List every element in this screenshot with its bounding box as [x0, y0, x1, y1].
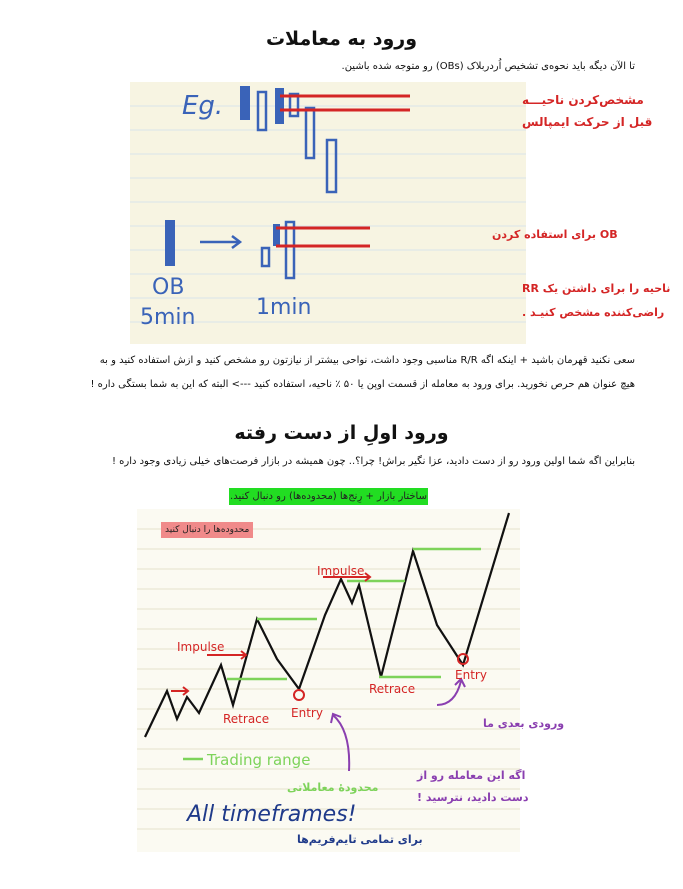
trading-range-label: Trading range [207, 751, 311, 769]
all-timeframes-label: All timeframes! [187, 802, 357, 827]
entry-label-2: Entry [455, 668, 487, 682]
missed-trade-label-1: اگه این معامله رو از [417, 769, 526, 782]
section1-title: ورود به معاملات [265, 28, 418, 50]
label-rr-1: ناحیه را برای داشتن یک RR [522, 282, 671, 295]
retrace-label-2: Retrace [369, 682, 416, 696]
section2-title: ورود اولِ از دست رفته [234, 422, 449, 444]
section1-intro: تا الآن دیگه باید نحوه‌ی تشخیص اُردربلاک (OBs) رو متوجه شده باشین. [341, 61, 635, 72]
missed-trade-label-2: دست دادید، نترسید ! [417, 791, 529, 804]
entry-label-1: Entry [291, 706, 323, 720]
follow-ranges-badge: محدوده‌ها را دنبال کنید [161, 522, 253, 538]
trading-range-fa-label: محدودهٔ معاملاتی [287, 781, 379, 794]
ob-label: OB [152, 275, 185, 300]
price-path [145, 513, 509, 737]
tf-5min-label: 5min [140, 305, 196, 330]
order-block-sketch [130, 82, 671, 344]
market-structure-figure [137, 509, 565, 852]
all-timeframes-fa-label: برای تمامی تایم‌فریم‌ها [297, 833, 423, 846]
impulse-label-1: Impulse [177, 640, 225, 654]
label-rr-2: راضی‌کننده مشخص کنیـد . [522, 306, 665, 319]
caption-green-highlight: ساختار بازار + رِنج‌ها (محدوده‌ها) رو دنبال کنید. [229, 488, 428, 505]
impulse-label-2: Impulse [317, 564, 365, 578]
label-top-1: مشخص‌کردن ناحیـــه [522, 93, 644, 107]
section1-paragraph-line2: هیچ عنوان هم حرص نخورید. برای ورود به معامله از قسمت اوپن یا ۵۰ ٪ ناحیه، استفاده کنید ---> البته که این به شما بستگی داره ! [90, 379, 635, 390]
label-top-2: قبل از حرکت ایمپالس [522, 115, 653, 129]
order-block-figure [130, 82, 671, 344]
label-ob-use: OB برای استفاده کردن [492, 228, 618, 241]
market-structure-sketch [137, 509, 565, 852]
retrace-label-1: Retrace [223, 712, 270, 726]
section1-paragraph-line1: سعی نکنید قهرمان باشید + اینکه اگه R/R مناسبی وجود داشت، نواحی بیشتر از نیازتون رو مشخص کنید و ازش استفاده کنید و به [99, 355, 635, 366]
next-entry-label: ورودی بعدی ما [483, 717, 565, 730]
section2-intro: بنابراین اگه شما اولین ورود رو از دست دادید، عزا نگیر براش! چرا؟.. چون همیشه در بازار فرصت‌های خیلی زیادی وجود داره ! [111, 456, 635, 467]
solid-candle [240, 86, 250, 120]
eg-label: Eg. [182, 91, 224, 121]
tf-1min-label: 1min [256, 295, 312, 320]
